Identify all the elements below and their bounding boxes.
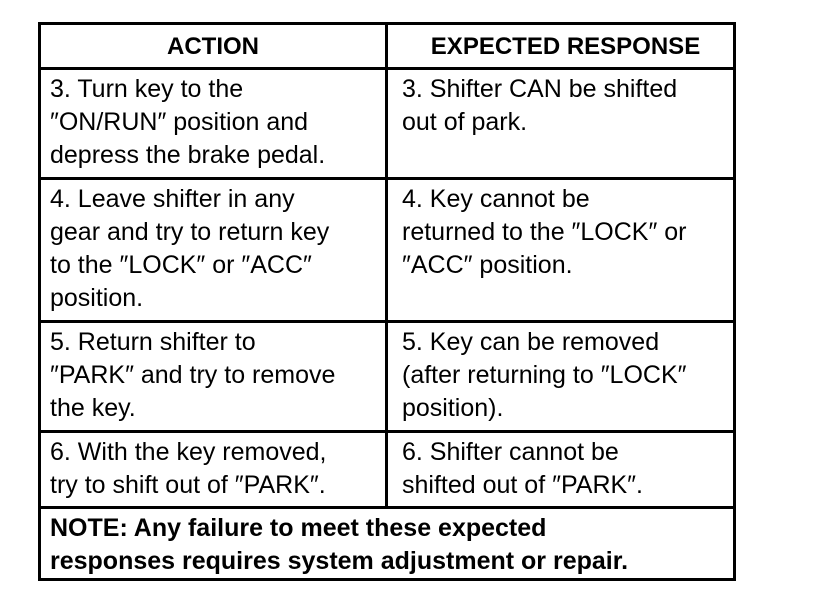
table-header-row: [41, 25, 733, 70]
procedure-table: [38, 22, 736, 581]
action-cell: 5. Return shifter to ″PARK″ and try to remove the key.: [41, 323, 388, 430]
table-row: [41, 70, 733, 180]
header-expected-response: EXPECTED RESPONSE: [430, 33, 701, 60]
action-cell: 4. Leave shifter in any gear and try to return key to the ″LOCK″ or ″ACC″ position.: [41, 180, 388, 320]
header-action: ACTION: [41, 25, 388, 67]
table-row: [41, 180, 733, 323]
response-cell: 4. Key cannot be returned to the ″LOCK″ or ″ACC″ position.: [402, 185, 687, 279]
note-text: NOTE: Any failure to meet these expected responses requires system adjustment or repair.: [50, 514, 629, 575]
table-row: [41, 323, 733, 433]
action-cell: 6. With the key removed, try to shift out of ″PARK″.: [41, 433, 388, 506]
response-cell: 5. Key can be removed (after returning to ″LOCK″ position).: [402, 328, 687, 422]
response-cell: 3. Shifter CAN be shifted out of park.: [402, 75, 678, 136]
note-row: [41, 509, 733, 578]
table-row: [41, 433, 733, 509]
action-cell: 3. Turn key to the ″ON/RUN″ position and depress the brake pedal.: [41, 70, 388, 177]
response-cell: 6. Shifter cannot be shifted out of ″PARK″.: [402, 438, 643, 499]
